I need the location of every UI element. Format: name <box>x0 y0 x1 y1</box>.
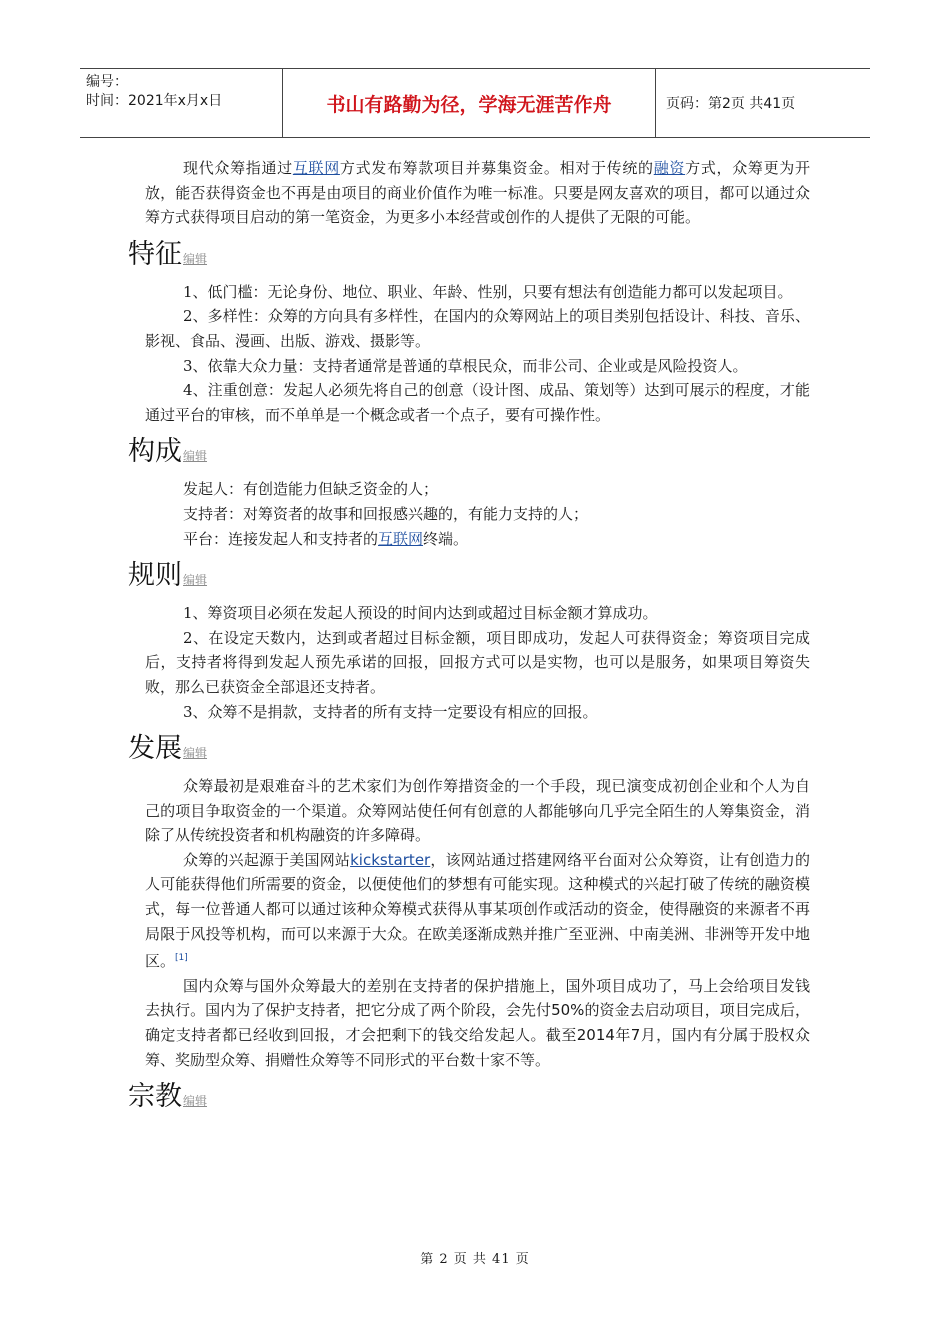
document-body <box>128 156 810 1122</box>
reference-marker[interactable]: [1] <box>175 953 188 964</box>
section-heading-composition: 构成编辑 <box>128 436 208 468</box>
link-finance[interactable]: 融资 <box>653 159 686 177</box>
rule-item: 1、筹资项目必须在发起人预设的时间内达到或超过目标金额才算成功。 <box>183 604 658 623</box>
development-paragraph: 国内众筹与国外众筹最大的差别在支持者的保护措施上，国外项目成功了，马上会给项目发钱去执行。国内为了保护支持者，把它分成了两个阶段，会先付50%的资金去启动项目，项目完成后，确定支持者都已经收到回报，才会把剩下的钱交给发起人。截至2014年7月，国内有分属于股权众筹、奖励型众筹、捐赠性众筹等不同形式的平台数十家不等。 <box>145 976 810 1069</box>
rule-item: 2、在设定天数内，达到或者超过目标金额，项目即成功，发起人可获得资金；筹资项目完成后，支持者将得到发起人预先承诺的回报，回报方式可以是实物，也可以是服务，如果项目筹资失败，那么已获资金全部退还支持者。 <box>145 628 810 696</box>
link-kickstarter[interactable]: kickstarter <box>350 850 431 869</box>
link-internet[interactable]: 互联网 <box>292 159 340 177</box>
composition-supporter: 支持者：对筹资者的故事和回报感兴趣的，有能力支持的人； <box>183 504 589 523</box>
feature-item: 1、低门槛：无论身份、地位、职业、年龄、性别，只要有想法有创造能力都可以发起项目。 <box>183 282 793 301</box>
header-page-label: 页码：第2页 共41页 <box>666 96 796 112</box>
edit-link[interactable]: 编辑 <box>183 1094 208 1109</box>
edit-link[interactable]: 编辑 <box>183 449 208 464</box>
composition-initiator: 发起人：有创造能力但缺乏资金的人； <box>183 480 439 499</box>
doc-date-label: 时间：2021年x月x日 <box>86 93 223 109</box>
header-motto: 书山有路勤为径，学海无涯苦作舟 <box>282 69 656 137</box>
edit-link[interactable]: 编辑 <box>183 251 208 266</box>
link-internet[interactable]: 互联网 <box>378 529 424 548</box>
feature-item: 3、依靠大众力量：支持者通常是普通的草根民众，而非公司、企业或是风险投资人。 <box>183 356 748 375</box>
development-paragraph: 众筹最初是艰难奋斗的艺术家们为创作筹措资金的一个手段，现已演变成初创企业和个人为自己的项目争取资金的一个渠道。众筹网站使任何有创意的人都能够向几乎完全陌生的人筹集资金，消除了从传统投资者和机构融资的许多障碍。 <box>145 777 810 845</box>
section-heading-features: 特征编辑 <box>128 238 208 270</box>
edit-link[interactable]: 编辑 <box>183 746 208 761</box>
header-table <box>80 68 870 138</box>
composition-platform: 平台：连接发起人和支持者的互联网终端。 <box>183 529 469 548</box>
feature-item: 4、注重创意：发起人必须先将自己的创意（设计图、成品、策划等）达到可展示的程度，才能通过平台的审核，而不单单是一个概念或者一个点子，要有可操作性。 <box>145 381 810 424</box>
feature-item: 2、多样性：众筹的方向具有多样性，在国内的众筹网站上的项目类别包括设计、科技、音乐、影视、食品、漫画、出版、游戏、摄影等。 <box>145 307 810 350</box>
rule-item: 3、众筹不是捐款，支持者的所有支持一定要设有相应的回报。 <box>183 702 598 721</box>
development-paragraph: 众筹的兴起源于美国网站kickstarter，该网站通过搭建网络平台面对公众筹资，让有创造力的人可能获得他们所需要的资金，以便使他们的梦想有可能实现。这种模式的兴起打破了传统的融资模式，每一位普通人都可以通过该种众筹模式获得从事某项创作或活动的资金，使得融资的来源者不再局限于风投等机构，而可以来源于大众。在欧美逐渐成熟并推广至亚洲、中南美洲、非洲等开发中地区。[1] <box>145 850 810 971</box>
page-footer: 第 2 页 共 41 页 <box>420 1252 530 1267</box>
doc-number-label: 编号： <box>86 74 128 90</box>
section-heading-rules: 规则编辑 <box>128 560 208 592</box>
intro-paragraph: 现代众筹指通过互联网方式发布筹款项目并募集资金。相对于传统的融资方式，众筹更为开放，能否获得资金也不再是由项目的商业价值作为唯一标准。只要是网友喜欢的项目，都可以通过众筹方式获得项目启动的第一笔资金，为更多小本经营或创作的人提供了无限的可能。 <box>145 159 810 227</box>
edit-link[interactable]: 编辑 <box>183 573 208 588</box>
section-heading-development: 发展编辑 <box>128 733 208 765</box>
section-heading-religion: 宗教编辑 <box>128 1081 208 1113</box>
header-meta <box>80 69 282 137</box>
